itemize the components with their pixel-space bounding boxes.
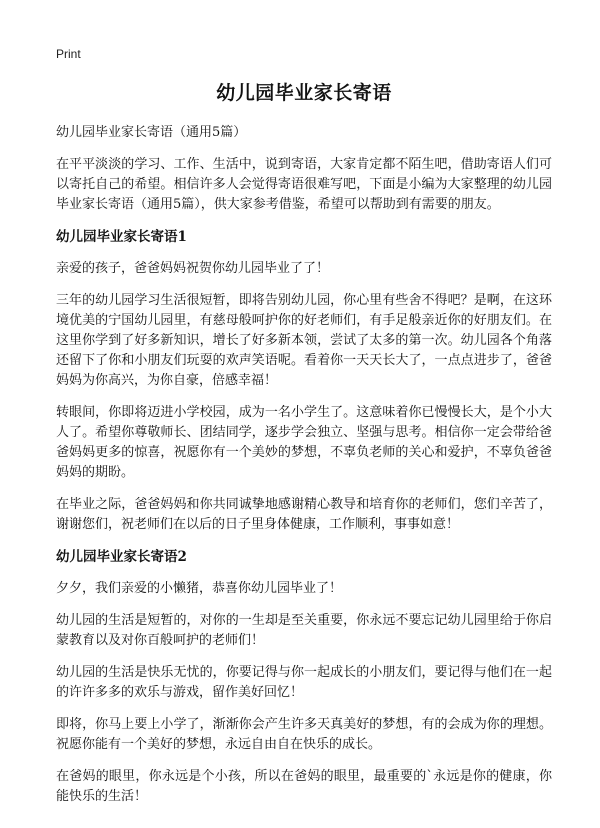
paragraph: 亲爱的孩子，爸爸妈妈祝贺你幼儿园毕业了了！: [56, 261, 330, 276]
paragraph: 在毕业之际，爸爸妈妈和你共同诚挚地感谢精心教导和培育你的老师们，您们辛苦了，谢谢您们，祝老师们在以后的日子里身体健康，工作顺利，事事如意！: [56, 497, 552, 532]
document-body: [56, 72, 552, 819]
paragraph: 即将，你马上要上小学了，渐渐你会产生许多天真美好的梦想，有的会成为你的理想。祝愿你能有一个美好的梦想，永远自由自在快乐的成长。: [56, 717, 552, 752]
section-heading-2: 幼儿园毕业家长寄语2: [56, 549, 187, 565]
section-heading-1: 幼儿园毕业家长寄语1: [56, 229, 187, 245]
paragraph: 在爸妈的眼里，你永远是个小孩，所以在爸妈的眼里，最重要的`永远是你的健康，你能快乐的生活！: [56, 769, 552, 804]
paragraph: 幼儿园的生活是快乐无忧的，你要记得与你一起成长的小朋友们，要记得与他们在一起的许许多多的欢乐与游戏，留作美好回忆！: [56, 665, 552, 700]
paragraph: 夕夕，我们亲爱的小懒猪，恭喜你幼儿园毕业了！: [56, 581, 343, 596]
paragraph: 幼儿园的生活是短暂的，对你的一生却是至关重要，你永远不要忘记幼儿园里给于你启蒙教育以及对你百般呵护的老师们！: [56, 613, 552, 648]
page-title: 幼儿园毕业家长寄语: [216, 82, 392, 104]
intro-paragraph: 在平平淡淡的学习、工作、生活中，说到寄语，大家肯定都不陌生吧，借助寄语人们可以寄托自己的希望。相信许多人会觉得寄语很难写吧，下面是小编为大家整理的幼儿园毕业家长寄语（通用5篇），供大家参考借鉴，希望可以帮助到有需要的朋友。: [56, 157, 552, 212]
paragraph: 转眼间，你即将迈进小学校园，成为一名小学生了。这意味着你已慢慢长大，是个小大人了。希望你尊敬师长、团结同学，逐步学会独立、坚强与思考。相信你一定会带给爸爸妈妈更多的惊喜，祝愿你有一个美妙的梦想，不辜负老师的关心和爱护，不辜负爸爸妈妈的期盼。: [56, 405, 552, 480]
paragraph: 三年的幼儿园学习生活很短暂，即将告别幼儿园，你心里有些舍不得吧？是啊，在这环境优美的宁国幼儿园里，有慈母般呵护你的好老师们，有手足般亲近你的好朋友们。在这里你学到了好多新知识，增长了好多新本领，尝试了太多的第一次。幼儿园各个角落还留下了你和小朋友们玩耍的欢声笑语呢。看着你一天天长大了，一点点进步了，爸爸妈妈为你高兴，为你自豪，倍感幸福！: [56, 293, 552, 388]
document-subtitle: 幼儿园毕业家长寄语（通用5篇）: [56, 125, 247, 140]
print-link[interactable]: Print: [56, 47, 81, 61]
